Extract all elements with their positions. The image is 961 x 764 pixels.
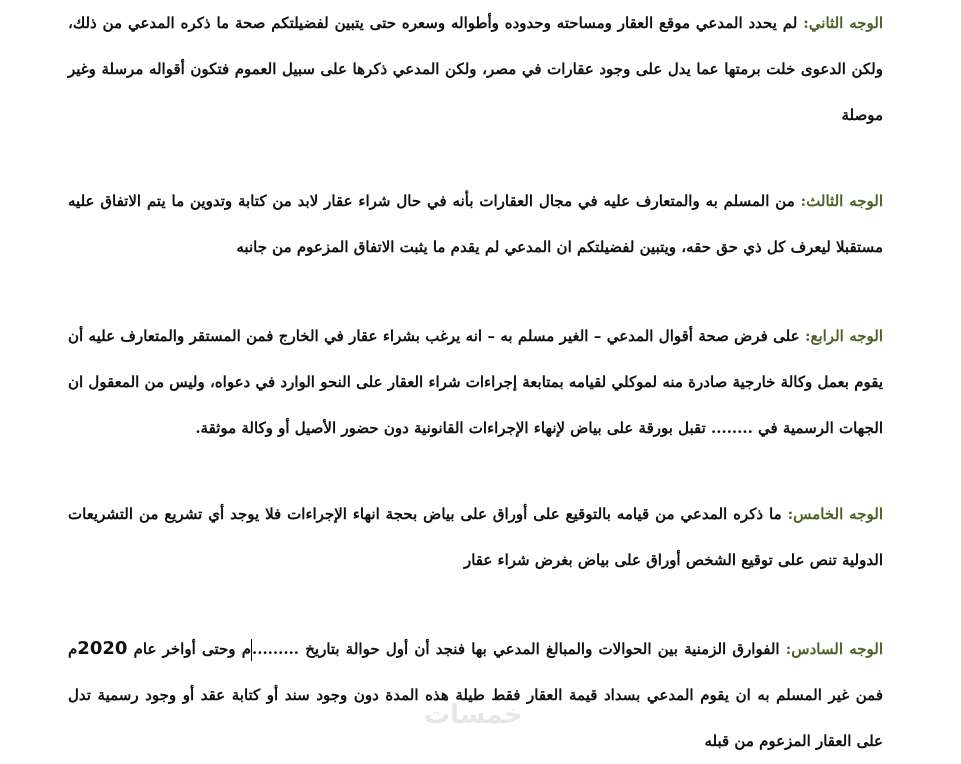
paragraph-text: من المسلم به والمتعارف عليه في مجال العقارات بأنه في حال شراء عقار لابد من كتابة وتدوين ما يتم الاتفاق عليه مستقبلا ليعرف كل ذي حق حقه، ويتبين لفضيلتكم ان المدعي لم يقدم ما يثبت الاتفاق المزعوم من جانبه <box>68 192 883 256</box>
year-value: 2020 <box>77 638 128 659</box>
watermark-logo: خمسات <box>424 700 523 730</box>
paragraph-label: الوجه السادس: <box>785 640 883 658</box>
paragraph-text: على فرض صحة أقوال المدعي – الغير مسلم به – انه يرغب بشراء عقار في الخارج فمن المستقر والمتعارف عليه أن يقوم بعمل وكالة خارجية صادرة منه لموكلي لقيامه بمتابعة إجراءات شراء العقار على النحو الوارد في دعواه، وليس من المعقول ان الجهات الرسمية في ........ تقبل بورقة على بياض لإنهاء الإجراءات القانونية دون حضور الأصيل أو وكالة موثقة. <box>68 327 883 437</box>
paragraph-text: لم يحدد المدعي موقع العقار ومساحته وحدوده وأطواله وسعره حتى يتبين لفضيلتكم صحة ما ذكره المدعي من ذلك، ولكن الدعوى خلت برمتها عما يدل على وجود عقارات في مصر، ولكن المدعي ذكرها على سبيل العموم فتكون أقواله مرسلة وغير موصلة <box>68 14 883 124</box>
paragraph-sixth-aspect <box>68 626 883 764</box>
paragraph-label: الوجه الخامس: <box>787 505 883 523</box>
paragraph-second-aspect <box>68 0 883 138</box>
paragraph-fifth-aspect <box>68 491 883 583</box>
paragraph-label: الوجه الثالث: <box>800 192 883 210</box>
paragraph-text-after: م فمن غير المسلم به ان يقوم المدعي بسداد قيمة العقار فقط طيلة هذه المدة دون وجود سند أو كتابة عقد أو وجود رسمية تدل على العقار المزعوم من قبله <box>68 640 883 750</box>
paragraph-text: ما ذكره المدعي من قيامه بالتوقيع على أوراق على بياض بحجة انهاء الإجراءات فلا يوجد أي تشريع من التشريعات الدولية تنص على توقيع الشخص أوراق على بياض بغرض شراء عقار <box>68 505 883 569</box>
paragraph-label: الوجه الرابع: <box>804 327 883 345</box>
paragraph-third-aspect <box>68 178 883 270</box>
paragraph-text-before: الفوارق الزمنية بين الحوالات والمبالغ المدعي بها فنجد أن أول حوالة بتاريخ ......... <box>252 640 786 658</box>
paragraph-fourth-aspect <box>68 313 883 451</box>
paragraph-text-mid: م وحتى أواخر عام <box>127 640 252 658</box>
paragraph-label: الوجه الثاني: <box>803 14 884 32</box>
